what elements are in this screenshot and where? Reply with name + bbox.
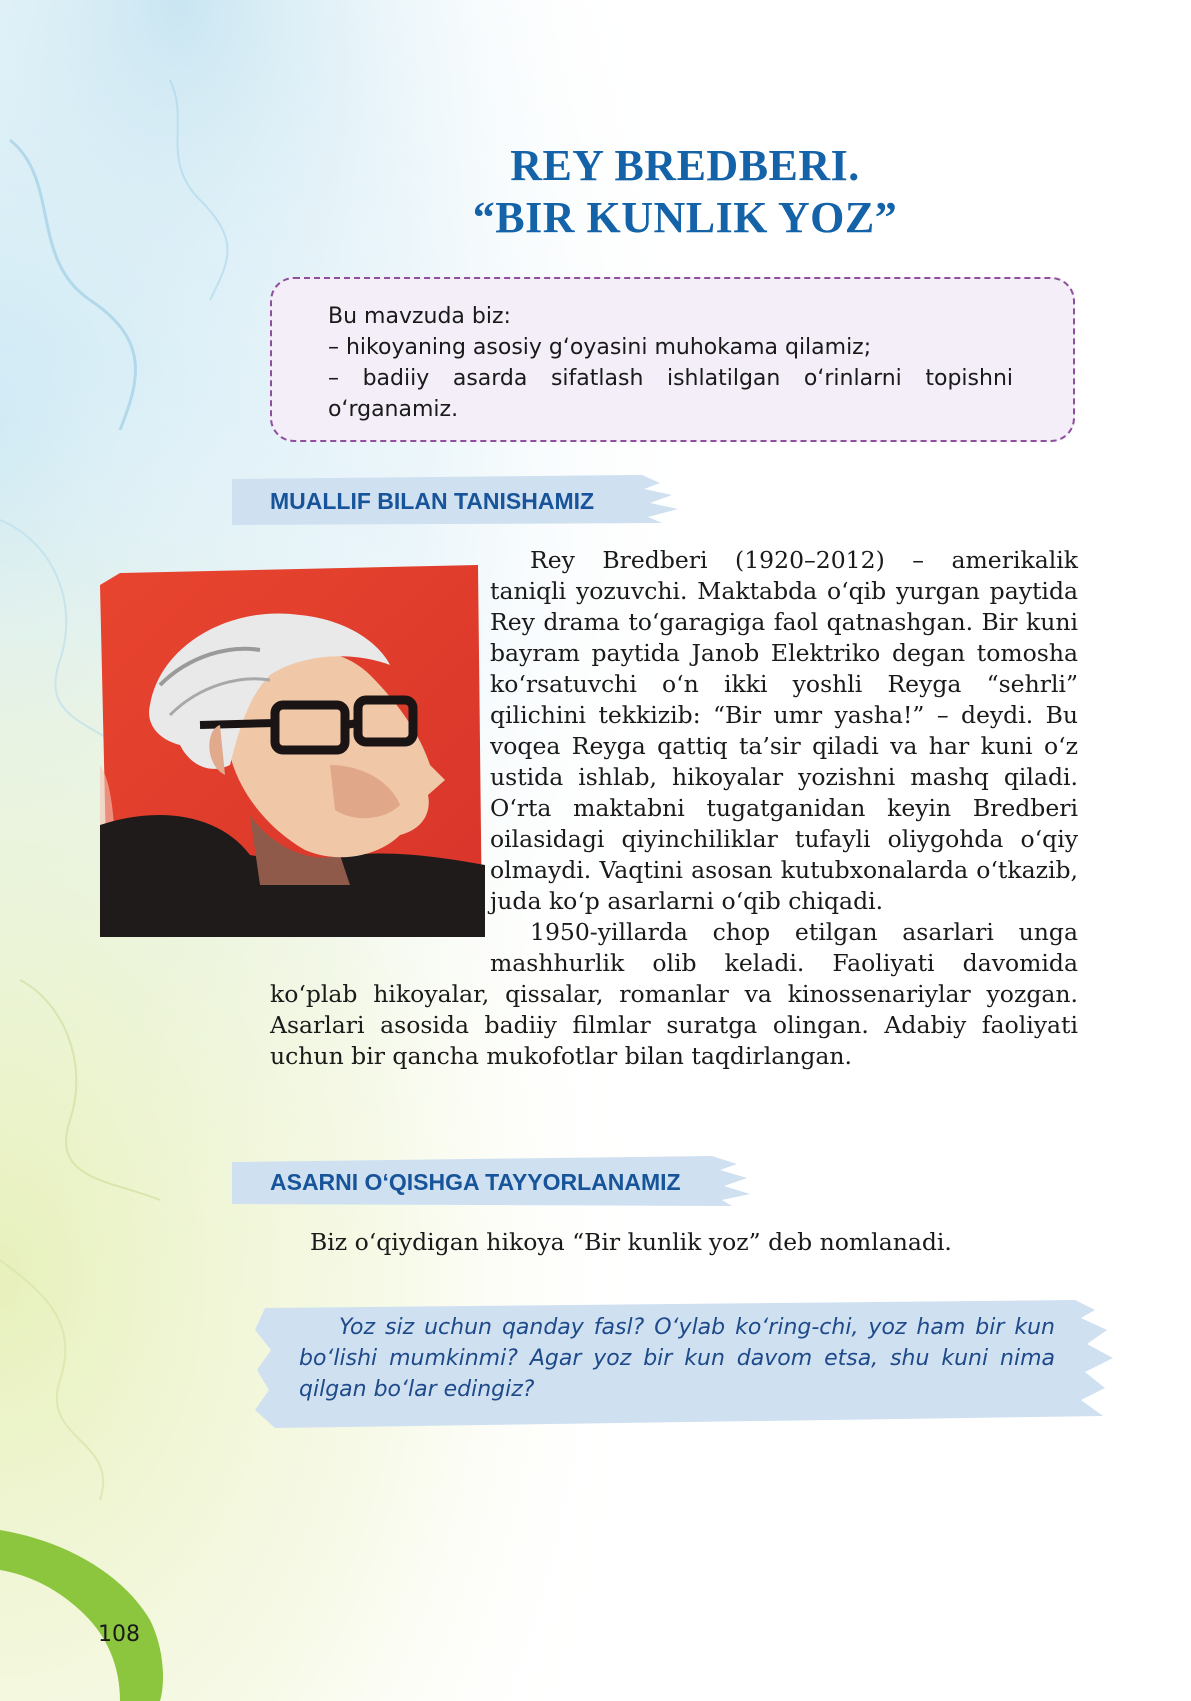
goals-item-1: – hikoyaning asosiy g‘oyasini muhokama qilamiz; <box>328 335 872 360</box>
section-heading-author <box>232 475 682 525</box>
goals-item-2: – badiiy asarda sifatlash ishlatilgan o‘rinlarni topishni o‘rganamiz. <box>328 366 1013 422</box>
story-intro-text: Biz o‘qiydigan hikoya “Bir kunlik yoz” deb nomlanadi. <box>310 1228 952 1256</box>
section-heading-label: ASARNI O‘QISHGA TAYYORLANAMIZ <box>270 1169 681 1195</box>
lesson-goals-box <box>270 277 1075 442</box>
goals-intro: Bu mavzuda biz: <box>328 304 511 329</box>
bio-paragraph-1: Rey Bredberi (1920–2012) – amerikalik taniqli yozuvchi. Maktabda o‘qib yurgan paytida Rey drama to‘garagiga faol qatnashgan. Bir kuni bayram paytida Janob Elektriko degan tomosha ko‘rsatuvchi o‘n ikki yoshli Reyga “sehrli” qilichini tekkizib: “Bir umr yasha!” – deydi. Bu voqea Reyga qattiq ta’sir qiladi va har kuni o‘z ustida ishlab, hikoyalar yozishni mashq qiladi. O‘rta maktabni tugatganidan keyin Bredberi oilasidagi qiyinchiliklar tufayli oliygohda o‘qiy olmaydi. Vaqtini asosan kutubxonalarda o‘tkazib, juda ko‘p asarlarni o‘qib chiqadi. <box>490 546 1078 915</box>
discussion-question-box <box>255 1300 1115 1430</box>
discussion-question: Yoz siz uchun qanday fasl? O‘ylab ko‘ring-chi, yoz ham bir kun bo‘lishi mumkinmi? Agar yoz bir kun davom etsa, shu kuni nima qilgan bo‘lar edingiz? <box>299 1315 1055 1402</box>
section-heading-label: MUALLIF BILAN TANISHAMIZ <box>270 488 595 514</box>
author-biography <box>270 545 1078 1072</box>
portrait-float-spacer <box>240 545 490 963</box>
title-line-1: REY BREDBERI. <box>510 141 860 190</box>
section-heading-prepare <box>232 1156 752 1206</box>
title-line-2: “BIR KUNLIK YOZ” <box>472 193 898 242</box>
page-number: 108 <box>98 1622 140 1647</box>
bio-paragraph-2: 1950-yillarda chop etilgan asarlari unga mashhurlik olib keladi. Faoliyati davomida ko‘plab hikoyalar, qissalar, romanlar va kinossenariylar yozgan. Asarlari asosida badiiy filmlar suratga olingan. Adabiy faoliyati uchun bir qancha mukofotlar bilan taqdirlangan. <box>270 918 1078 1070</box>
page-title <box>300 140 1070 244</box>
